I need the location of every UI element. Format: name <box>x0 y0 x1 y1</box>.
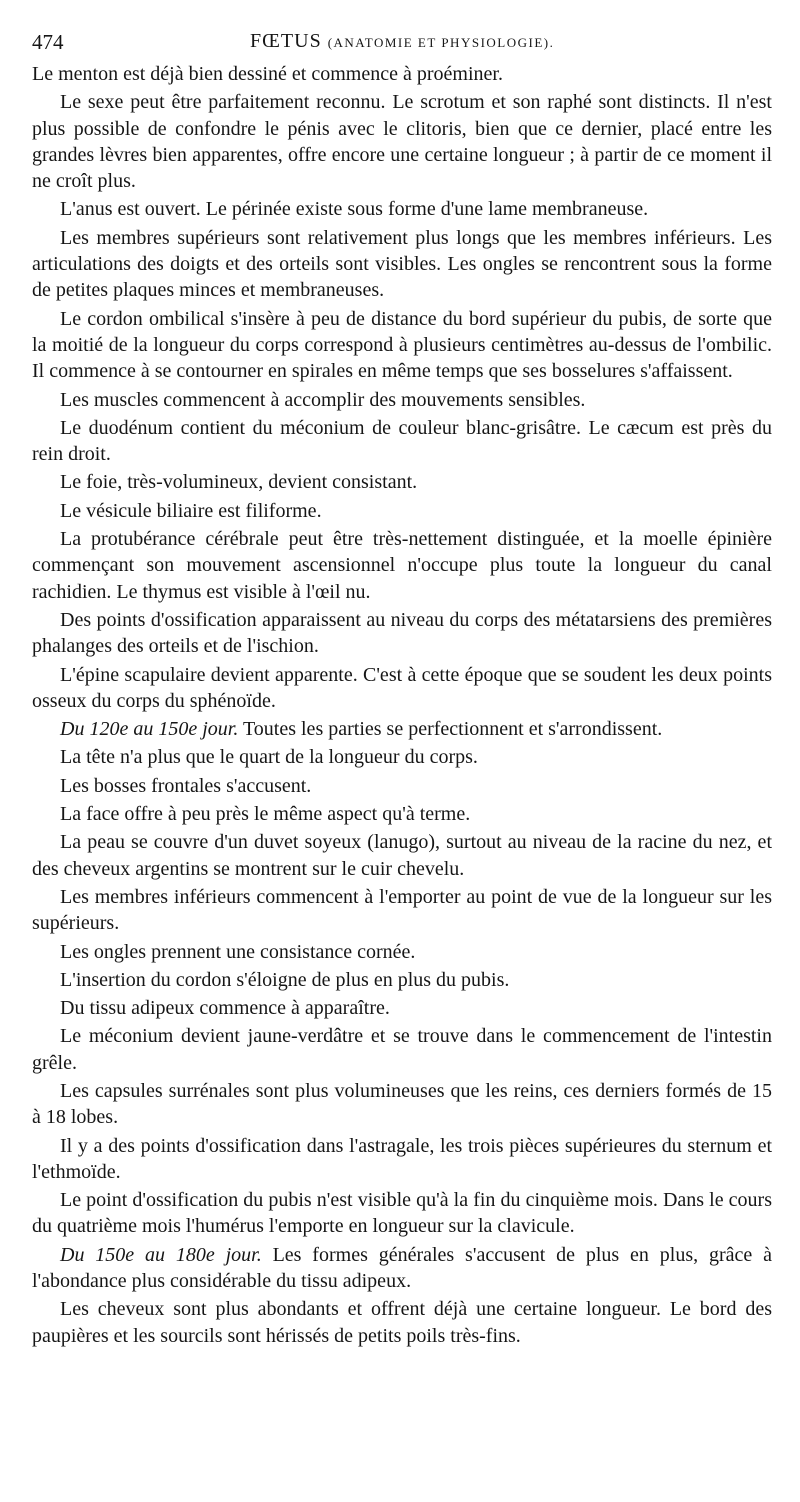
period-heading: Du 150e au 180e jour. <box>60 1243 262 1266</box>
paragraph <box>32 967 772 993</box>
paragraph-text: Du tissu adipeux commence à apparaître. <box>60 997 390 1020</box>
paragraph <box>32 1296 772 1349</box>
paragraph-text: L'épine scapulaire devient apparente. C'est à cette époque que se soudent les deux points osseux du corps du sphénoïde. <box>32 663 772 712</box>
paragraph-text: Le foie, très-volumineux, devient consistant. <box>60 471 418 494</box>
paragraph <box>32 1187 772 1240</box>
paragraph <box>32 884 772 937</box>
page-number: 474 <box>32 30 64 54</box>
paragraph-text: Les muscles commencent à accomplir des mouvements sensibles. <box>60 388 586 411</box>
running-title-subtitle: (ANATOMIE ET PHYSIOLOGIE). <box>327 35 555 50</box>
paragraph-text: La face offre à peu près le même aspect qu'à terme. <box>60 803 471 826</box>
paragraph-text: Toutes les parties se perfectionnent et s'arrondissent. <box>238 718 663 741</box>
paragraph <box>32 225 772 304</box>
paragraph <box>32 498 772 524</box>
paragraph <box>32 662 772 715</box>
page-body <box>32 61 772 1349</box>
paragraph <box>32 469 772 495</box>
paragraph-text: L'anus est ouvert. Le périnée existe sous forme d'une lame membraneuse. <box>60 198 649 221</box>
paragraph <box>32 801 772 827</box>
running-title-main: FŒTUS <box>250 30 322 52</box>
paragraph-text: Le méconium devient jaune-verdâtre et se trouve dans le commencement de l'intestin grêle. <box>32 1025 772 1074</box>
paragraph <box>32 415 772 468</box>
paragraph <box>32 773 772 799</box>
paragraph <box>32 196 772 222</box>
paragraph-text: Des points d'ossification apparaissent au niveau du corps des métatarsiens des premières phalanges des orteils et de l'ischion. <box>32 608 772 658</box>
paragraph-text: La protubérance cérébrale peut être très-nettement distinguée, et la moelle épinière commençant son mouvement ascensionnel n'occupe plus toute la longueur du canal rachidien. Le thymus est visible à l'œil nu. <box>32 528 772 603</box>
paragraph <box>32 1078 772 1131</box>
paragraph-text: Le sexe peut être parfaitement reconnu. Le scrotum et son raphé sont distincts. Il n'est plus possible de confondre le pénis avec le clitoris, bien que ce dernier, placé entre les grandes lèvres bien apparentes, offre encore une certaine longueur ; à partir de ce moment il ne croît plus. <box>32 91 772 193</box>
paragraph-text: Les capsules surrénales sont plus volumineuses que les reins, ces derniers formés de 15 à 18 lobes. <box>32 1079 772 1129</box>
paragraph <box>32 1133 772 1186</box>
paragraph-text: Les membres supérieurs sont relativement plus longs que les membres inférieurs. Les articulations des doigts et des orteils sont visibles. Les ongles se rencontrent sous la forme de petites plaques minces et membraneuses. <box>32 226 772 302</box>
paragraph <box>32 306 772 385</box>
paragraph-text: Le duodénum contient du méconium de couleur blanc-grisâtre. Le cæcum est près du rein droit. <box>32 416 772 466</box>
running-header <box>30 30 770 58</box>
paragraph-text: La peau se couvre d'un duvet soyeux (lanugo), surtout au niveau de la racine du nez, et des cheveux argentins se montrent sur le cuir chevelu. <box>32 831 772 880</box>
paragraph <box>32 995 772 1021</box>
paragraph-text: La tête n'a plus que le quart de la longueur du corps. <box>60 746 478 769</box>
paragraph-text: Le point d'ossification du pubis n'est visible qu'à la fin du cinquième mois. Dans le cours du quatrième mois l'humérus l'emporte en longueur sur la clavicule. <box>32 1189 772 1238</box>
paragraph-text: Il y a des points d'ossification dans l'astragale, les trois pièces supérieures du sternum et l'ethmoïde. <box>32 1134 772 1183</box>
paragraph-text: L'insertion du cordon s'éloigne de plus en plus du pubis. <box>60 968 510 991</box>
paragraph-text: Les ongles prennent une consistance cornée. <box>60 940 416 963</box>
paragraph <box>32 61 772 87</box>
paragraph <box>32 1242 772 1295</box>
paragraph-text: Le cordon ombilical s'insère à peu de distance du bord supérieur du pubis, de sorte que la moitié de la longueur du corps correspond à plusieurs centimètres au-dessus de l'ombilic. Il commence à se contourner en spirales en même temps que ses bosselures s'affaissent. <box>32 307 772 383</box>
paragraph-text: Les formes générales s'accusent de plus en plus, grâce à l'abondance plus considérable du tissu adipeux. <box>32 1243 772 1293</box>
paragraph <box>32 526 772 605</box>
paragraph <box>32 1023 772 1076</box>
paragraph-text: Les cheveux sont plus abondants et offrent déjà une certaine longueur. Le bord des paupières et les sourcils sont hérissés de petits poils très-fins. <box>32 1298 772 1347</box>
paragraph <box>32 716 772 742</box>
paragraph <box>32 607 772 660</box>
paragraph-text: Le vésicule biliaire est filiforme. <box>60 499 322 522</box>
paragraph-text: Les bosses frontales s'accusent. <box>60 774 312 797</box>
paragraph-text: Le menton est déjà bien dessiné et commence à proéminer. <box>32 63 503 85</box>
paragraph <box>32 939 772 965</box>
paragraph <box>32 744 772 770</box>
paragraph <box>32 829 772 882</box>
period-heading: Du 120e au 150e jour. <box>60 718 239 741</box>
paragraph <box>32 89 772 194</box>
running-title <box>250 30 554 53</box>
paragraph <box>32 387 772 413</box>
paragraph-text: Les membres inférieurs commencent à l'emporter au point de vue de la longueur sur les supérieurs. <box>32 885 772 935</box>
